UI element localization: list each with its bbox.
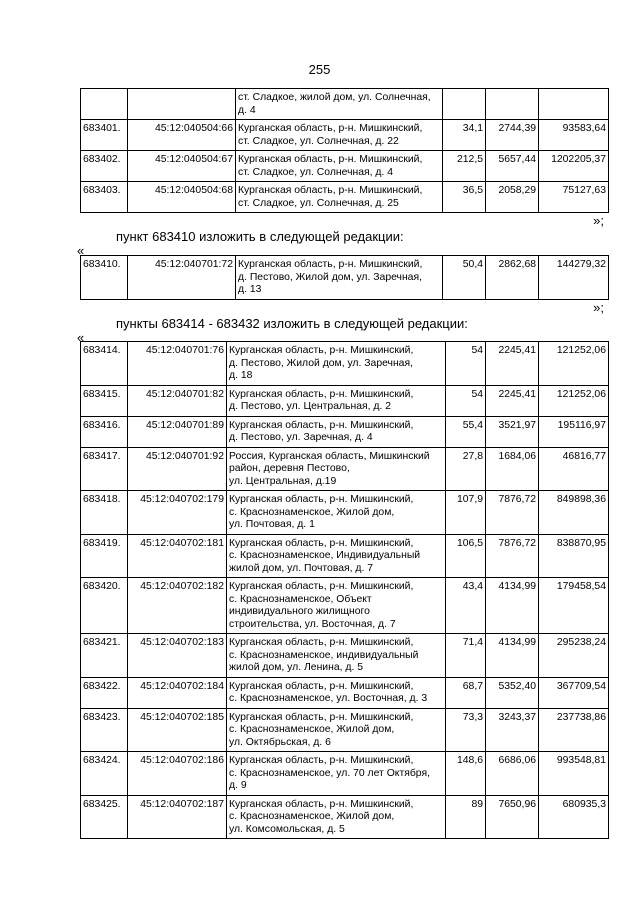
unit-value-cell: 1684,06 [486,447,539,491]
entry-number-cell: 683422. [81,677,128,708]
address-cell: Курганская область, р-н. Мишкинский, с. Краснознаменское, Жилой дом, ул. Почтовая, д. 1 [227,491,446,535]
cadastral-value-cell: 993548,81 [539,752,609,796]
unit-value-cell: 5657,44 [486,151,539,182]
entry-number-cell: 683401. [81,120,128,151]
cadastral-value-cell: 121252,06 [539,385,609,416]
address-cell: Россия, Курганская область, Мишкинский район, деревня Пестово, ул. Центральная, д.19 [227,447,446,491]
table-row [81,752,609,796]
table-row [81,182,609,213]
area-cell: 107,9 [446,491,486,535]
unit-value-cell: 7876,72 [486,491,539,535]
unit-value-cell: 2744,39 [486,120,539,151]
unit-value-cell: 2862,68 [486,256,539,300]
cadastral-value-cell: 237738,86 [539,708,609,752]
area-cell: 54 [446,342,486,386]
opening-quote-1: « [77,243,85,258]
area-cell: 34,1 [443,120,486,151]
table-row [81,120,609,151]
address-cell: Курганская область, р-н. Мишкинский, ст. Сладкое, ул. Солнечная, д. 25 [236,182,443,213]
area-cell: 73,3 [446,708,486,752]
address-cell: Курганская область, р-н. Мишкинский, с. Краснознаменское, индивидуальный жилой дом, ул. Ленина, д. 5 [227,634,446,678]
table-row [81,677,609,708]
table-row [81,795,609,839]
cadastral-value-cell: 367709,54 [539,677,609,708]
cadastral-number-cell: 45:12:040702:184 [128,677,227,708]
unit-value-cell [486,89,539,120]
cadastral-value-cell: 93583,64 [539,120,609,151]
entry-number-cell: 683424. [81,752,128,796]
entry-number-cell: 683417. [81,447,128,491]
table-row [81,256,609,300]
area-cell: 212,5 [443,151,486,182]
table-row [81,491,609,535]
area-cell: 27,8 [446,447,486,491]
cadastral-number-cell: 45:12:040504:67 [128,151,236,182]
area-cell: 89 [446,795,486,839]
address-cell: Курганская область, р-н. Мишкинский, с. Краснознаменское, Объект индивидуального жилищного строительства, ул. Восточная, д. 7 [227,578,446,634]
unit-value-cell: 7876,72 [486,534,539,578]
property-table-2 [80,255,609,300]
address-cell: Курганская область, р-н. Мишкинский, д. Пестово, Жилой дом, ул. Заречная, д. 13 [236,256,443,300]
area-cell: 68,7 [446,677,486,708]
cadastral-number-cell: 45:12:040702:187 [128,795,227,839]
address-cell: Курганская область, р-н. Мишкинский, д. Пестово, ул. Центральная, д. 2 [227,385,446,416]
cadastral-number-cell: 45:12:040701:72 [128,256,236,300]
area-cell [443,89,486,120]
table-row [81,89,609,120]
area-cell: 36,5 [443,182,486,213]
cadastral-number-cell: 45:12:040702:179 [128,491,227,535]
entry-number-cell: 683419. [81,534,128,578]
cadastral-value-cell: 144279,32 [539,256,609,300]
table-row [81,534,609,578]
cadastral-number-cell: 45:12:040701:89 [128,416,227,447]
cadastral-number-cell: 45:12:040702:181 [128,534,227,578]
cadastral-number-cell: 45:12:040702:182 [128,578,227,634]
cadastral-number-cell: 45:12:040504:66 [128,120,236,151]
cadastral-number-cell: 45:12:040702:185 [128,708,227,752]
entry-number-cell: 683425. [81,795,128,839]
cadastral-number-cell: 45:12:040701:82 [128,385,227,416]
cadastral-value-cell: 75127,63 [539,182,609,213]
cadastral-value-cell: 46816,77 [539,447,609,491]
entry-number-cell [81,89,128,120]
entry-number-cell: 683415. [81,385,128,416]
entry-number-cell: 683418. [81,491,128,535]
unit-value-cell: 2245,41 [486,385,539,416]
unit-value-cell: 7650,96 [486,795,539,839]
cadastral-value-cell: 121252,06 [539,342,609,386]
cadastral-value-cell: 295238,24 [539,634,609,678]
address-cell: Курганская область, р-н. Мишкинский, с. Краснознаменское, ул. 70 лет Октября, д. 9 [227,752,446,796]
unit-value-cell: 5352,40 [486,677,539,708]
cadastral-number-cell: 45:12:040701:76 [128,342,227,386]
cadastral-number-cell: 45:12:040702:186 [128,752,227,796]
area-cell: 50,4 [443,256,486,300]
cadastral-value-cell: 849898,36 [539,491,609,535]
page-number: 255 [308,62,331,77]
address-cell: Курганская область, р-н. Мишкинский, с. Краснознаменское, Жилой дом, ул. Октябрьская, д. 6 [227,708,446,752]
address-cell: ст. Сладкое, жилой дом, ул. Солнечная, д. 4 [236,89,443,120]
table-row [81,151,609,182]
table-row [81,634,609,678]
unit-value-cell: 3521,97 [486,416,539,447]
unit-value-cell: 2058,29 [486,182,539,213]
address-cell: Курганская область, р-н. Мишкинский, ст. Сладкое, ул. Солнечная, д. 22 [236,120,443,151]
unit-value-cell: 6686,06 [486,752,539,796]
area-cell: 148,6 [446,752,486,796]
table-row [81,578,609,634]
entry-number-cell: 683403. [81,182,128,213]
area-cell: 71,4 [446,634,486,678]
cadastral-number-cell: 45:12:040701:92 [128,447,227,491]
address-cell: Курганская область, р-н. Мишкинский, с. Краснознаменское, Индивидуальный жилой дом, ул. Почтовая, д. 7 [227,534,446,578]
cadastral-value-cell: 838870,95 [539,534,609,578]
entry-number-cell: 683420. [81,578,128,634]
table-row [81,447,609,491]
unit-value-cell: 4134,99 [486,578,539,634]
closing-quote-1: »; [593,213,604,228]
entry-number-cell: 683414. [81,342,128,386]
cadastral-value-cell: 680935,3 [539,795,609,839]
unit-value-cell: 3243,37 [486,708,539,752]
entry-number-cell: 683416. [81,416,128,447]
address-cell: Курганская область, р-н. Мишкинский, д. Пестово, ул. Заречная, д. 4 [227,416,446,447]
cadastral-value-cell: 195116,97 [539,416,609,447]
unit-value-cell: 4134,99 [486,634,539,678]
table-row [81,342,609,386]
table-row [81,416,609,447]
address-cell: Курганская область, р-н. Мишкинский, д. Пестово, Жилой дом, ул. Заречная, д. 18 [227,342,446,386]
property-table-1 [80,88,609,213]
cadastral-number-cell [128,89,236,120]
entry-number-cell: 683410. [81,256,128,300]
entry-number-cell: 683421. [81,634,128,678]
opening-quote-2: « [77,330,85,345]
entry-number-cell: 683423. [81,708,128,752]
address-cell: Курганская область, р-н. Мишкинский, ст. Сладкое, ул. Солнечная, д. 4 [236,151,443,182]
cadastral-value-cell [539,89,609,120]
address-cell: Курганская область, р-н. Мишкинский, с. Краснознаменское, Жилой дом, ул. Комсомольская, д. 5 [227,795,446,839]
address-cell: Курганская область, р-н. Мишкинский, с. Краснознаменское, ул. Восточная, д. 3 [227,677,446,708]
instruction-text-1: пункт 683410 изложить в следующей редакции: [116,229,404,244]
cadastral-number-cell: 45:12:040702:183 [128,634,227,678]
area-cell: 106,5 [446,534,486,578]
table-row [81,708,609,752]
area-cell: 54 [446,385,486,416]
cadastral-value-cell: 1202205,37 [539,151,609,182]
cadastral-number-cell: 45:12:040504:68 [128,182,236,213]
closing-quote-2: »; [593,300,604,315]
property-table-3 [80,341,609,839]
area-cell: 43,4 [446,578,486,634]
entry-number-cell: 683402. [81,151,128,182]
table-row [81,385,609,416]
instruction-text-2: пункты 683414 - 683432 изложить в следующей редакции: [116,316,468,331]
unit-value-cell: 2245,41 [486,342,539,386]
area-cell: 55,4 [446,416,486,447]
cadastral-value-cell: 179458,54 [539,578,609,634]
